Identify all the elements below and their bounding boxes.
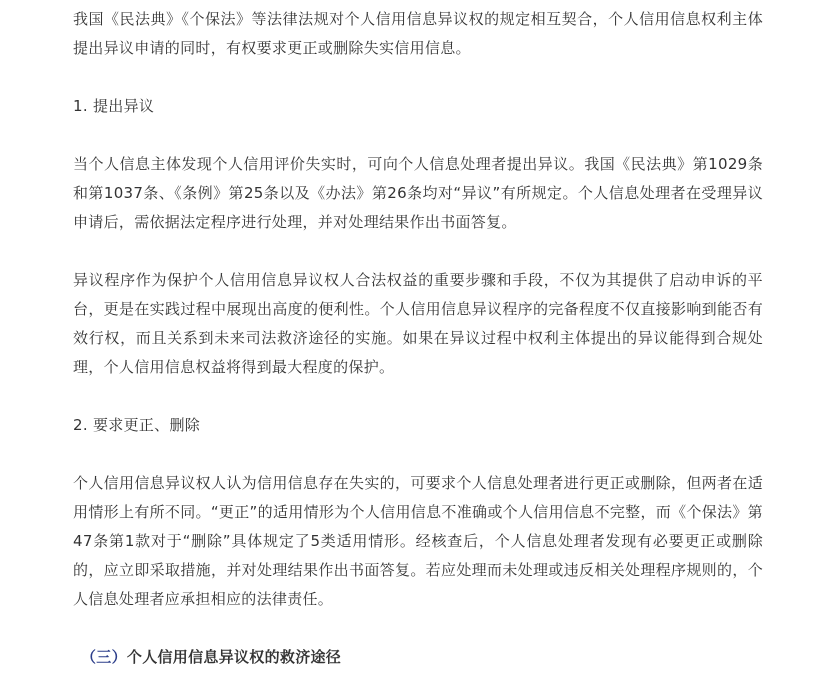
subheading-raise-objection: 1. 提出异议 xyxy=(73,97,155,115)
section-title-prefix: （三） xyxy=(81,648,127,666)
paragraph-spacer xyxy=(73,614,763,643)
paragraph-intro: 我国《民法典》《个保法》等法律法规对个人信用信息异议权的规定相互契合，个人信用信息权利主体提出异议申请的同时，有权要求更正或删除失实信用信息。 xyxy=(73,10,763,57)
paragraph-objection-procedure: 异议程序作为保护个人信用信息异议权人合法权益的重要步骤和手段，不仅为其提供了启动申诉的平台，更是在实践过程中展现出高度的便利性。个人信用信息异议程序的完备程度不仅直接影响到能否有效行权，而且关系到未来司法救济途径的实施。如果在异议过程中权利主体提出的异议能得到合规处理，个人信用信息权益将得到最大程度的保护。 xyxy=(73,271,763,376)
section-title-text: 个人信用信息异议权的救济途径 xyxy=(126,648,342,666)
paragraph-spacer xyxy=(73,237,763,266)
paragraph-spacer xyxy=(73,121,763,150)
paragraph-spacer xyxy=(73,63,763,92)
paragraph-spacer xyxy=(73,382,763,411)
subheading-correct-delete: 2. 要求更正、删除 xyxy=(73,416,201,434)
section-title-remedy xyxy=(73,643,763,672)
paragraph-spacer xyxy=(73,440,763,469)
article-body xyxy=(73,5,763,672)
paragraph-correct-delete: 个人信用信息异议权人认为信用信息存在失实的，可要求个人信息处理者进行更正或删除，但两者在适用情形上有所不同。“更正”的适用情形为个人信用信息不准确或个人信用信息不完整，而《个保法》第47条第1款对于“删除”具体规定了5类适用情形。经核查后，个人信息处理者发现有必要更正或删除的，应立即采取措施，并对处理结果作出书面答复。若应处理而未处理或违反相关处理程序规则的，个人信息处理者应承担相应的法律责任。 xyxy=(73,474,763,608)
paragraph-objection-law: 当个人信息主体发现个人信用评价失实时，可向个人信息处理者提出异议。我国《民法典》第1029条和第1037条、《条例》第25条以及《办法》第26条均对“异议”有所规定。个人信息处理者在受理异议申请后，需依据法定程序进行处理，并对处理结果作出书面答复。 xyxy=(73,155,763,231)
